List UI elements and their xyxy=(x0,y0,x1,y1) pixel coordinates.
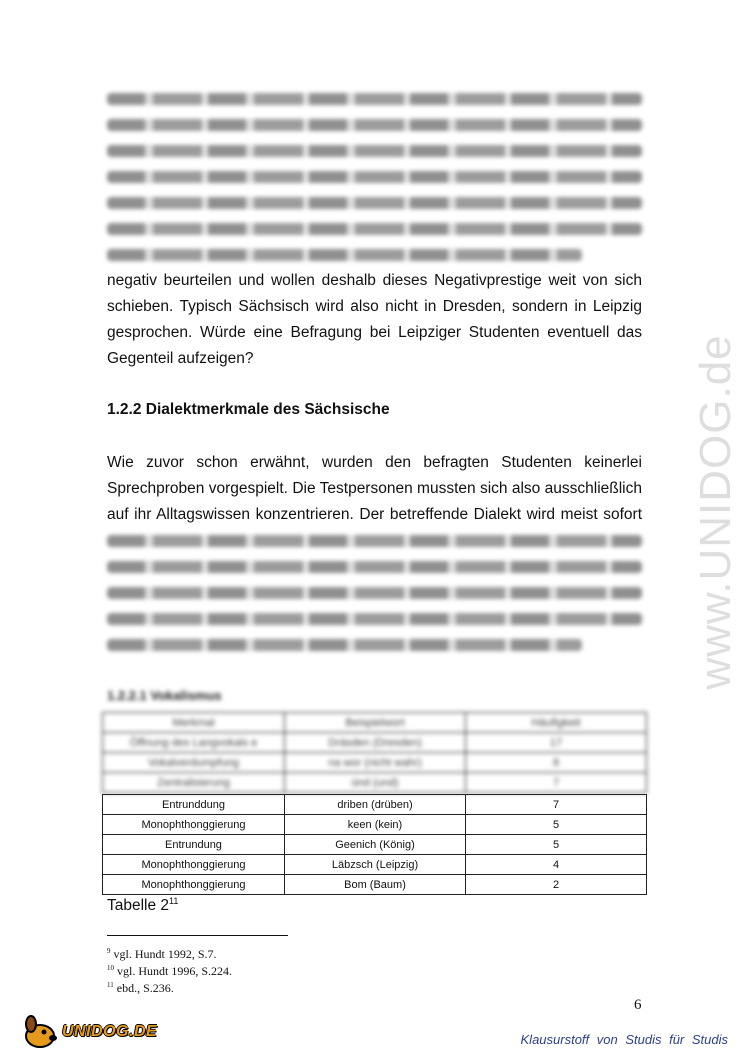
blurred-line xyxy=(107,632,642,658)
table-cell: Geenich (König) xyxy=(285,835,466,855)
footnote-number: 9 xyxy=(107,947,111,955)
section-heading: 1.2.2 Dialektmerkmale des Sächsische xyxy=(107,401,390,418)
table-row xyxy=(103,815,647,835)
footnote-text: vgl. Hundt 1996, S.224. xyxy=(117,964,233,978)
footnote-divider xyxy=(107,935,288,936)
table-cell: 17 xyxy=(466,733,647,753)
subsection-heading: 1.2.2.1 Vokalismus xyxy=(107,688,222,703)
table-caption xyxy=(107,896,178,915)
table-cell: Zentralisierung xyxy=(103,773,285,793)
blurred-line xyxy=(107,86,642,112)
table-cell: Bom (Baum) xyxy=(285,875,466,895)
text-line: auf ihr Alltagswissen konzentrieren. Der betreffende Dialekt wird meist sofort xyxy=(107,506,642,523)
footnotes xyxy=(107,944,232,995)
table-row xyxy=(103,713,647,733)
table-cell: na wor (nicht wahr) xyxy=(285,753,466,773)
footnote-number: 10 xyxy=(107,964,114,972)
blurred-line xyxy=(107,190,642,216)
text-line: Sprechproben vorgespielt. Die Testpersonen mussten sich also ausschließlich xyxy=(107,480,642,497)
table-cell: Vokalverdumpfung xyxy=(103,753,285,773)
table-row xyxy=(103,733,647,753)
table-cell: Monophthonggierung xyxy=(103,875,285,895)
caption-text: Tabelle 2 xyxy=(107,897,170,915)
blurred-data-table xyxy=(102,712,647,793)
table-cell: 5 xyxy=(466,835,647,855)
table-cell: Dräsden (Dresden) xyxy=(285,733,466,753)
footnote xyxy=(107,944,232,961)
text-line: negativ beurteilen und wollen deshalb dieses Negativprestige weit von sich xyxy=(107,272,642,289)
unidog-logo xyxy=(22,1014,162,1050)
blurred-text-block xyxy=(107,528,642,658)
tagline: Klausurstoff von Studis für Studis xyxy=(520,1032,728,1047)
table-row xyxy=(103,875,647,895)
table-cell: ünd (und) xyxy=(285,773,466,793)
blurred-line xyxy=(107,554,642,580)
table-cell: keen (kein) xyxy=(285,815,466,835)
table-cell: 4 xyxy=(466,855,647,875)
text-line: gesprochen. Würde eine Befragung bei Leipziger Studenten eventuell das xyxy=(107,324,642,341)
table-cell: 8 xyxy=(466,753,647,773)
dog-icon xyxy=(22,1014,62,1050)
table-cell: 7 xyxy=(466,795,647,815)
paragraph-2 xyxy=(107,450,642,658)
caption-ref: 11 xyxy=(169,896,179,906)
blurred-text-block xyxy=(107,86,642,268)
footnote-number: 11 xyxy=(107,981,114,989)
text-line: Wie zuvor schon erwähnt, wurden den befragten Studenten keinerlei xyxy=(107,454,642,471)
blurred-line xyxy=(107,606,642,632)
blurred-line xyxy=(107,138,642,164)
table-row xyxy=(103,835,647,855)
table-cell: Entrundung xyxy=(103,835,285,855)
table-row xyxy=(103,855,647,875)
blurred-line xyxy=(107,580,642,606)
logo-text: UNIDOG.DE xyxy=(62,1023,158,1040)
table-cell: Monophthonggierung xyxy=(103,815,285,835)
table-cell: Entrunddung xyxy=(103,795,285,815)
text-line: Gegenteil aufzeigen? xyxy=(107,350,254,367)
table-row xyxy=(103,753,647,773)
blurred-line xyxy=(107,528,642,554)
table-row xyxy=(103,773,647,793)
table-cell: Öffnung des Langvokals e xyxy=(103,733,285,753)
watermark-text: www.UNIDOG.de xyxy=(691,334,740,690)
paragraph-1 xyxy=(107,86,642,372)
blurred-line xyxy=(107,242,642,268)
table-cell: Häufigkeit xyxy=(466,713,647,733)
table-cell: Beispielwort xyxy=(285,713,466,733)
footnote xyxy=(107,961,232,978)
table-cell: 2 xyxy=(466,875,647,895)
table-row xyxy=(103,795,647,815)
blurred-line xyxy=(107,216,642,242)
blurred-line xyxy=(107,164,642,190)
table-cell: 7 xyxy=(466,773,647,793)
table-cell: 5 xyxy=(466,815,647,835)
text-line: schieben. Typisch Sächsisch wird also nicht in Dresden, sondern in Leipzig xyxy=(107,298,642,315)
data-table xyxy=(102,794,647,895)
footnote-text: ebd., S.236. xyxy=(116,981,174,995)
footnote xyxy=(107,978,232,995)
footnote-text: vgl. Hundt 1992, S.7. xyxy=(113,947,217,961)
table-cell: Läbzsch (Leipzig) xyxy=(285,855,466,875)
table-cell: Merkmal xyxy=(103,713,285,733)
table-cell: driben (drüben) xyxy=(285,795,466,815)
page-number: 6 xyxy=(634,997,642,1013)
blurred-line xyxy=(107,112,642,138)
table-cell: Monophthonggierung xyxy=(103,855,285,875)
